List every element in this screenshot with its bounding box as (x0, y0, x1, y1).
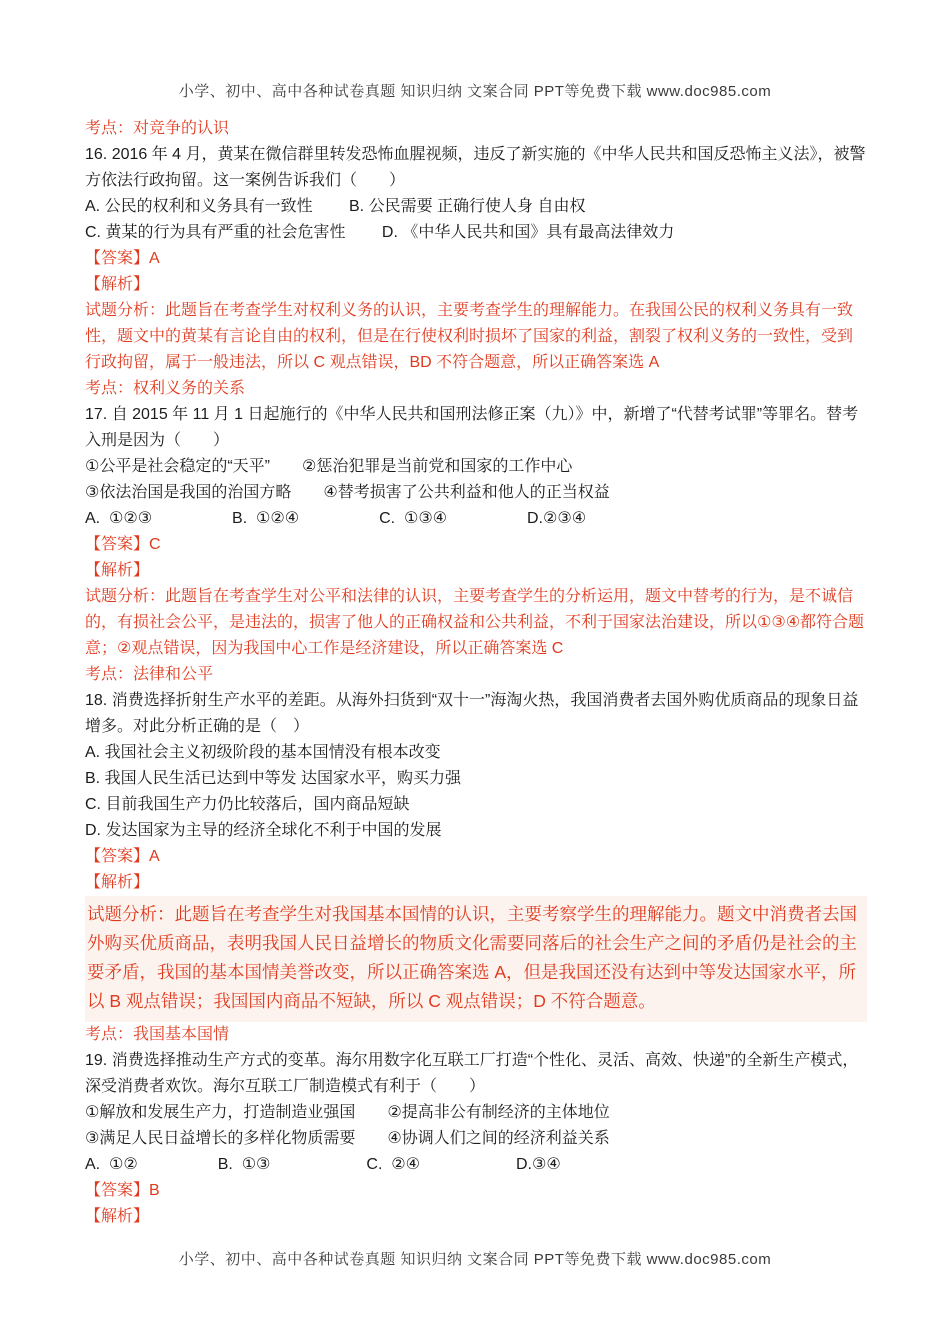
option-line: ①公平是社会稳定的“天平” ②惩治犯罪是当前党和国家的工作中心 (85, 458, 573, 475)
question-text: 17. 自 2015 年 11 月 1 日起施行的《中华人民共和国刑法修正案（九）》中，新增了“代替考试罪”等罪名。替考入刑是因为（ ） (85, 406, 859, 449)
option-line: A. ①② B. ①③ C. ②④ D.③④ (85, 1156, 561, 1173)
option-line: A. 我国社会主义初级阶段的基本国情没有根本改变 (85, 744, 441, 761)
answer-label-line: 【答案】A (85, 848, 160, 865)
analysis-text-highlighted: 试题分析：此题旨在考查学生对我国基本国情的认识，主要考察学生的理解能力。题文中消费者去国外购买优质商品，表明我国人民日益增长的物质文化需要同落后的社会生产之间的矛盾仍是社会的主要矛盾，我国的基本国情美誉改变，所以正确答案选 A，但是我国还没有达到中等发达国家水平，所以 B 观点错误；我国国内商品不短缺，所以 C 观点错误；D 不符合题意。 (85, 896, 867, 1022)
answer-label-line: 【解析】 (85, 562, 150, 579)
option-line: ③依法治国是我国的治国方略 ④替考损害了公共利益和他人的正当权益 (85, 484, 610, 501)
option-line: D. 发达国家为主导的经济全球化不利于中国的发展 (85, 822, 442, 839)
header-site-banner: 小学、初中、高中各种试卷真题 知识归纳 文案合同 PPT等免费下载 www.doc985.com (178, 83, 772, 100)
answer-label-line: 【解析】 (85, 276, 150, 293)
option-line: ①解放和发展生产力，打造制造业强国 ②提高非公有制经济的主体地位 (85, 1104, 610, 1121)
question-text: 19. 消费选择推动生产方式的变革。海尔用数字化互联工厂打造“个性化、灵活、高效、快递”的全新生产模式，深受消费者欢饮。海尔互联工厂制造模式有利于（ ） (85, 1052, 859, 1095)
answer-label-line: 【答案】B (85, 1182, 160, 1199)
exam-point-line: 考点：我国基本国情 (85, 1026, 230, 1043)
answer-label-line: 【答案】A (85, 250, 160, 267)
footer-site-banner: 小学、初中、高中各种试卷真题 知识归纳 文案合同 PPT等免费下载 www.doc985.com (178, 1251, 772, 1268)
option-line: A. 公民的权利和义务具有一致性 B. 公民需要 正确行使人身 自由权 (85, 198, 586, 215)
question-text: 16. 2016 年 4 月，黄某在微信群里转发恐怖血腥视频，违反了新实施的《中华人民共和国反恐怖主义法》，被警方依法行政拘留。这一案例告诉我们（ ） (85, 146, 866, 189)
option-line: C. 黄某的行为具有严重的社会危害性 D. 《中华人民共和国》具有最高法律效力 (85, 224, 675, 241)
exam-point-line: 考点：法律和公平 (85, 666, 214, 683)
document-body (85, 116, 867, 1230)
answer-label-line: 【解析】 (85, 874, 150, 891)
exam-point-line: 考点：权利义务的关系 (85, 380, 246, 397)
question-text: 18. 消费选择折射生产水平的差距。从海外扫货到“双十一”海淘火热，我国消费者去国外购优质商品的现象日益增多。对此分析正确的是（ ） (85, 692, 859, 735)
answer-label-line: 【答案】C (85, 536, 161, 553)
option-line: A. ①②③ B. ①②④ C. ①③④ D.②③④ (85, 510, 587, 527)
option-line: C. 目前我国生产力仍比较落后，国内商品短缺 (85, 796, 410, 813)
exam-point-line: 考点：对竞争的认识 (85, 120, 230, 137)
answer-label-line: 【解析】 (85, 1208, 150, 1225)
option-line: B. 我国人民生活已达到中等发 达国家水平，购买力强 (85, 770, 462, 787)
analysis-text: 试题分析：此题旨在考查学生对权利义务的认识，主要考查学生的理解能力。在我国公民的权利义务具有一致性，题文中的黄某有言论自由的权利，但是在行使权利时损坏了国家的利益，割裂了权利义务的一致性，受到行政拘留，属于一般违法，所以 C 观点错误，BD 不符合题意，所以正确答案选 A (85, 302, 854, 371)
analysis-text: 试题分析：此题旨在考查学生对公平和法律的认识，主要考查学生的分析运用，题文中替考的行为，是不诚信的，有损社会公平，是违法的，损害了他人的正确权益和公共利益，不利于国家法治建设，所以①③④都符合题意；②观点错误，因为我国中心工作是经济建设，所以正确答案选 C (85, 588, 865, 657)
option-line: ③满足人民日益增长的多样化物质需要 ④协调人们之间的经济利益关系 (85, 1130, 610, 1147)
